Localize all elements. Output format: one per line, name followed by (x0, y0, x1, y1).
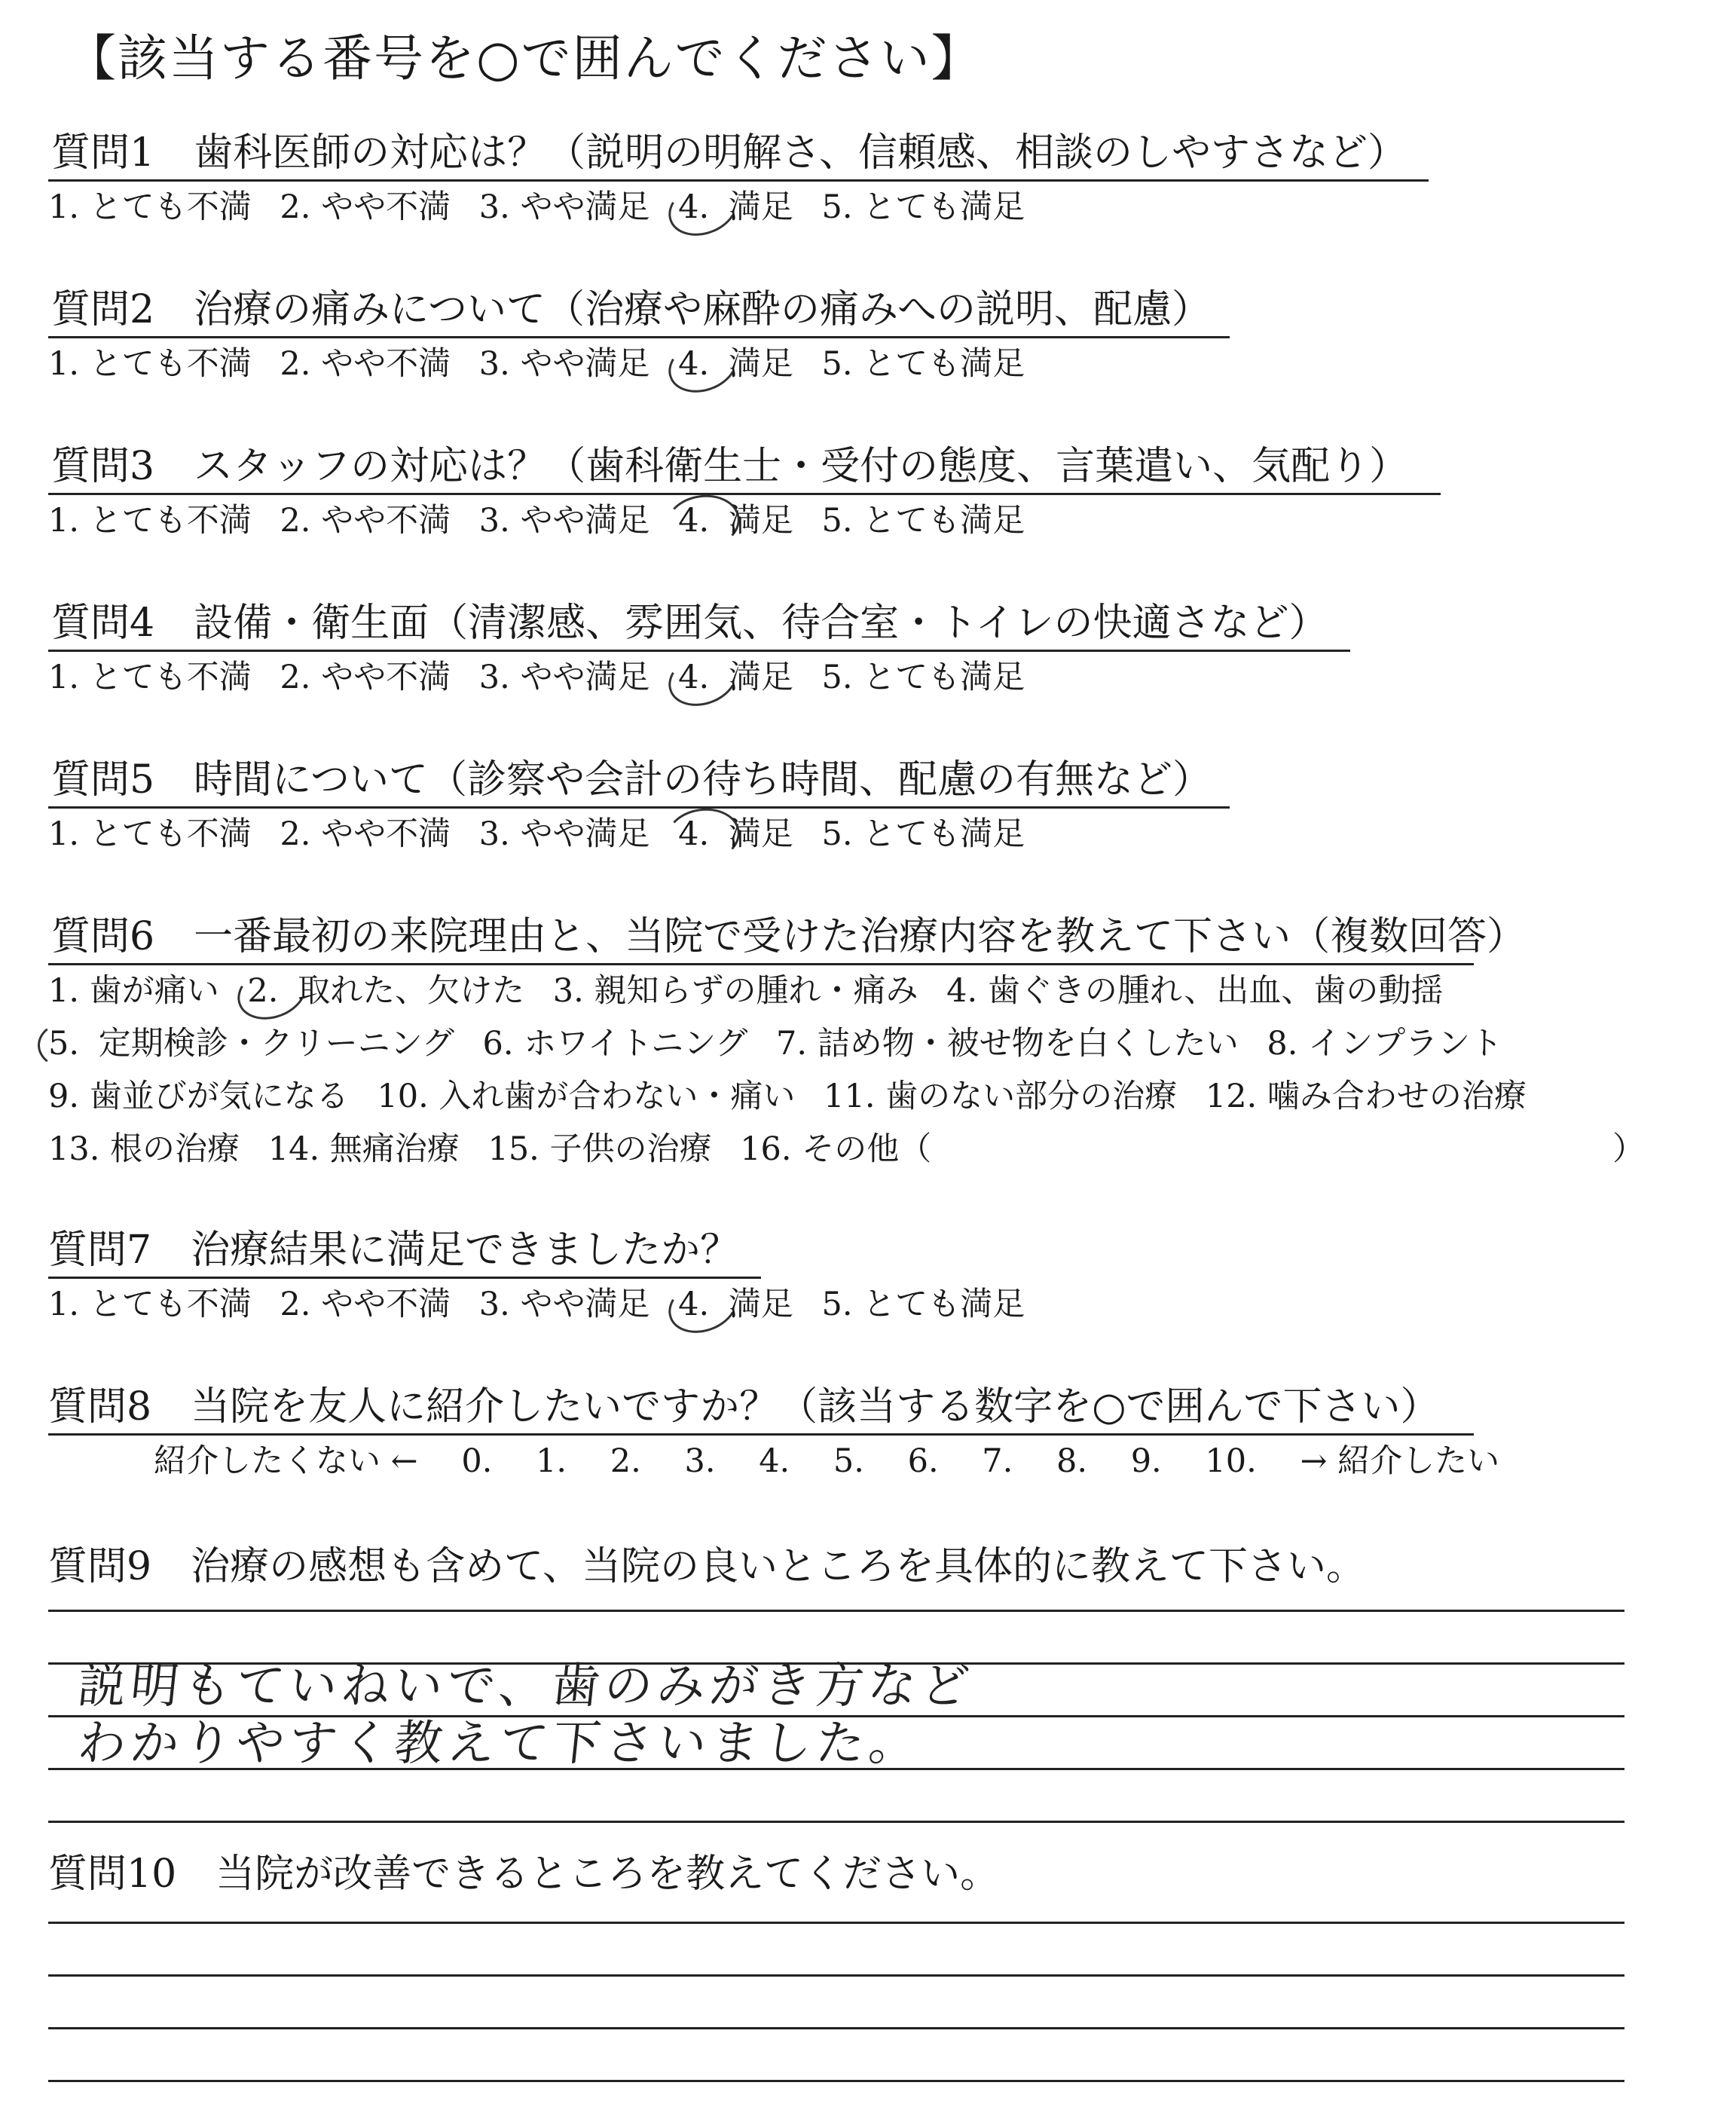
answer-line-1 (48, 1610, 1624, 1612)
option-4-label[interactable]: 満足 (728, 345, 793, 383)
option-3[interactable]: 3. やや満足 (478, 1286, 650, 1323)
question-8-underline (48, 1433, 1474, 1436)
option-4-number: 4. (678, 815, 710, 853)
option-5[interactable]: 5. とても満足 (821, 345, 1025, 383)
option-5-selected[interactable] (48, 1021, 79, 1066)
question-5-title: 質問5 時間について（診察や会計の待ち時間、配慮の有無など） (51, 757, 1212, 803)
scale-10[interactable]: 10. (1205, 1442, 1257, 1480)
option-4-selected[interactable] (678, 498, 709, 543)
question-1-underline (48, 179, 1429, 182)
option-1[interactable]: 1. とても不満 (48, 188, 252, 226)
scale-6[interactable]: 6. (907, 1442, 939, 1480)
option-4-label[interactable]: 満足 (728, 188, 793, 226)
improvement-line-3[interactable] (48, 2027, 1624, 2029)
option-5-number: 5. (48, 1025, 80, 1063)
option-2[interactable]: 2. やや不満 (280, 502, 451, 540)
option-white-fillings[interactable]: 7. 詰め物・被せ物を白くしたい (776, 1025, 1239, 1063)
option-1[interactable]: 1. とても不満 (48, 815, 252, 853)
question-4-title: 質問4 設備・衛生面（清潔感、雰囲気、待合室・トイレの快適さなど） (51, 601, 1328, 646)
option-1[interactable]: 1. とても不満 (48, 502, 252, 540)
option-5[interactable]: 5. とても満足 (821, 502, 1025, 540)
option-4-number: 4. (678, 502, 710, 540)
option-4-selected[interactable] (678, 185, 709, 230)
question-2-title: 質問2 治療の痛みについて（治療や麻酔の痛みへの説明、配慮） (51, 287, 1212, 332)
scale-0[interactable]: 0. (461, 1442, 493, 1480)
option-2[interactable]: 2. やや不満 (280, 188, 451, 226)
question-6-row-1 (48, 968, 1443, 1014)
question-2-options (48, 341, 1025, 387)
option-other[interactable]: 16. その他（ (740, 1130, 932, 1168)
scale-right-label: → 紹介したい (1300, 1442, 1500, 1480)
question-1-options (48, 185, 1025, 230)
option-painless[interactable]: 14. 無痛治療 (267, 1130, 460, 1168)
question-4-underline (48, 650, 1350, 652)
question-2-underline (48, 336, 1230, 338)
improvement-line-4[interactable] (48, 2080, 1624, 2082)
option-1[interactable]: 1. とても不満 (48, 345, 252, 383)
question-8-title: 質問8 当院を友人に紹介したいですか？（該当する数字を○で囲んで下さい） (48, 1384, 1440, 1430)
option-5[interactable]: 5. とても満足 (821, 188, 1025, 226)
option-4-label[interactable]: 満足 (728, 815, 793, 853)
handwritten-answer-line-1[interactable]: 説明もていねいで、歯のみがき方など (75, 1659, 976, 1714)
option-4-selected[interactable] (678, 341, 709, 387)
option-2[interactable]: 2. やや不満 (280, 659, 451, 696)
scale-4[interactable]: 4. (759, 1442, 790, 1480)
scale-1[interactable]: 1. (536, 1442, 567, 1480)
option-2-selected[interactable] (247, 968, 278, 1014)
option-alignment[interactable]: 9. 歯並びが気になる (48, 1078, 349, 1115)
option-4-selected[interactable] (678, 812, 709, 857)
question-6-row-2 (48, 1021, 1502, 1066)
question-7-underline (48, 1277, 761, 1279)
option-gum-problems[interactable]: 4. 歯ぐきの腫れ、出血、歯の動揺 (946, 972, 1444, 1010)
option-2[interactable]: 2. やや不満 (280, 815, 451, 853)
scale-5[interactable]: 5. (833, 1442, 864, 1480)
option-4-label[interactable]: 満足 (728, 502, 793, 540)
option-whitening[interactable]: 6. ホワイトニング (482, 1025, 748, 1063)
scale-2[interactable]: 2. (610, 1442, 641, 1480)
scale-left-label: 紹介したくない ← (154, 1442, 418, 1480)
option-4-selected[interactable] (678, 1282, 709, 1327)
recommend-scale (154, 1439, 1499, 1484)
question-5-underline (48, 806, 1230, 809)
handwritten-answer-line-2[interactable]: わかりやすく教えて下さいました。 (75, 1716, 925, 1772)
question-10-title: 質問10 当院が改善できるところを教えてください。 (48, 1852, 1000, 1897)
option-dentures[interactable]: 10. 入れ歯が合わない・痛い (377, 1078, 796, 1115)
question-6-title: 質問6 一番最初の来院理由と、当院で受けた治療内容を教えて下さい（複数回答） (51, 914, 1527, 959)
question-9-title: 質問9 治療の感想も含めて、当院の良いところを具体的に教えて下さい。 (48, 1544, 1366, 1589)
option-4-label[interactable]: 満足 (728, 1286, 793, 1323)
option-3[interactable]: 3. やや満足 (478, 188, 650, 226)
scale-9[interactable]: 9. (1130, 1442, 1162, 1480)
question-6-row-3 (48, 1074, 1527, 1119)
question-3-title: 質問3 スタッフの対応は？（歯科衛生士・受付の態度、言葉遣い、気配り） (51, 444, 1409, 489)
option-toothache[interactable]: 1. 歯が痛い (48, 972, 219, 1010)
option-3[interactable]: 3. やや満足 (478, 659, 650, 696)
improvement-line-1[interactable] (48, 1922, 1624, 1924)
option-5[interactable]: 5. とても満足 (821, 1286, 1025, 1323)
option-2[interactable]: 2. やや不満 (280, 345, 451, 383)
option-missing-teeth[interactable]: 11. 歯のない部分の治療 (824, 1078, 1178, 1115)
question-7-options (48, 1282, 1025, 1327)
option-5[interactable]: 5. とても満足 (821, 659, 1025, 696)
option-3[interactable]: 3. やや満足 (478, 502, 650, 540)
option-4-number: 4. (678, 1286, 710, 1323)
option-children[interactable]: 15. 子供の治療 (487, 1130, 712, 1168)
option-2-number: 2. (247, 972, 279, 1010)
option-2[interactable]: 2. やや不満 (280, 1286, 451, 1323)
option-4-number: 4. (678, 345, 710, 383)
option-bite[interactable]: 12. 噛み合わせの治療 (1205, 1078, 1527, 1115)
scale-3[interactable]: 3. (684, 1442, 716, 1480)
option-wisdom-tooth[interactable]: 3. 親知らずの腫れ・痛み (552, 972, 918, 1010)
option-root-canal[interactable]: 13. 根の治療 (48, 1130, 240, 1168)
option-1[interactable]: 1. とても不満 (48, 1286, 252, 1323)
question-6-underline (48, 963, 1474, 965)
question-7-title: 質問7 治療結果に満足できましたか？ (48, 1228, 740, 1273)
question-3-options (48, 498, 1025, 543)
question-3-underline (48, 493, 1441, 495)
page-heading: 【該当する番号を○で囲んでください】 (66, 29, 983, 87)
option-1[interactable]: 1. とても不満 (48, 659, 252, 696)
option-other-close-paren: ） (1612, 1130, 1645, 1168)
option-3[interactable]: 3. やや満足 (478, 815, 650, 853)
option-3[interactable]: 3. やや満足 (478, 345, 650, 383)
question-6-row-4 (48, 1127, 931, 1172)
question-4-options (48, 655, 1025, 700)
option-checkup-cleaning[interactable]: 定期検診・クリーニング (98, 1025, 454, 1063)
option-4-label[interactable]: 満足 (728, 659, 793, 696)
option-4-number: 4. (678, 659, 710, 696)
question-1-title: 質問1 歯科医師の対応は？（説明の明解さ、信頼感、相談のしやすさなど） (51, 130, 1407, 176)
scale-8[interactable]: 8. (1056, 1442, 1088, 1480)
improvement-line-2[interactable] (48, 1974, 1624, 1977)
scale-7[interactable]: 7. (982, 1442, 1013, 1480)
option-5[interactable]: 5. とても満足 (821, 815, 1025, 853)
option-implant[interactable]: 8. インプラント (1267, 1025, 1503, 1063)
option-4-number: 4. (678, 188, 710, 226)
answer-line-5 (48, 1821, 1624, 1823)
option-broken-tooth[interactable]: 取れた、欠けた (298, 972, 525, 1010)
question-5-options (48, 812, 1025, 857)
option-4-selected[interactable] (678, 655, 709, 700)
